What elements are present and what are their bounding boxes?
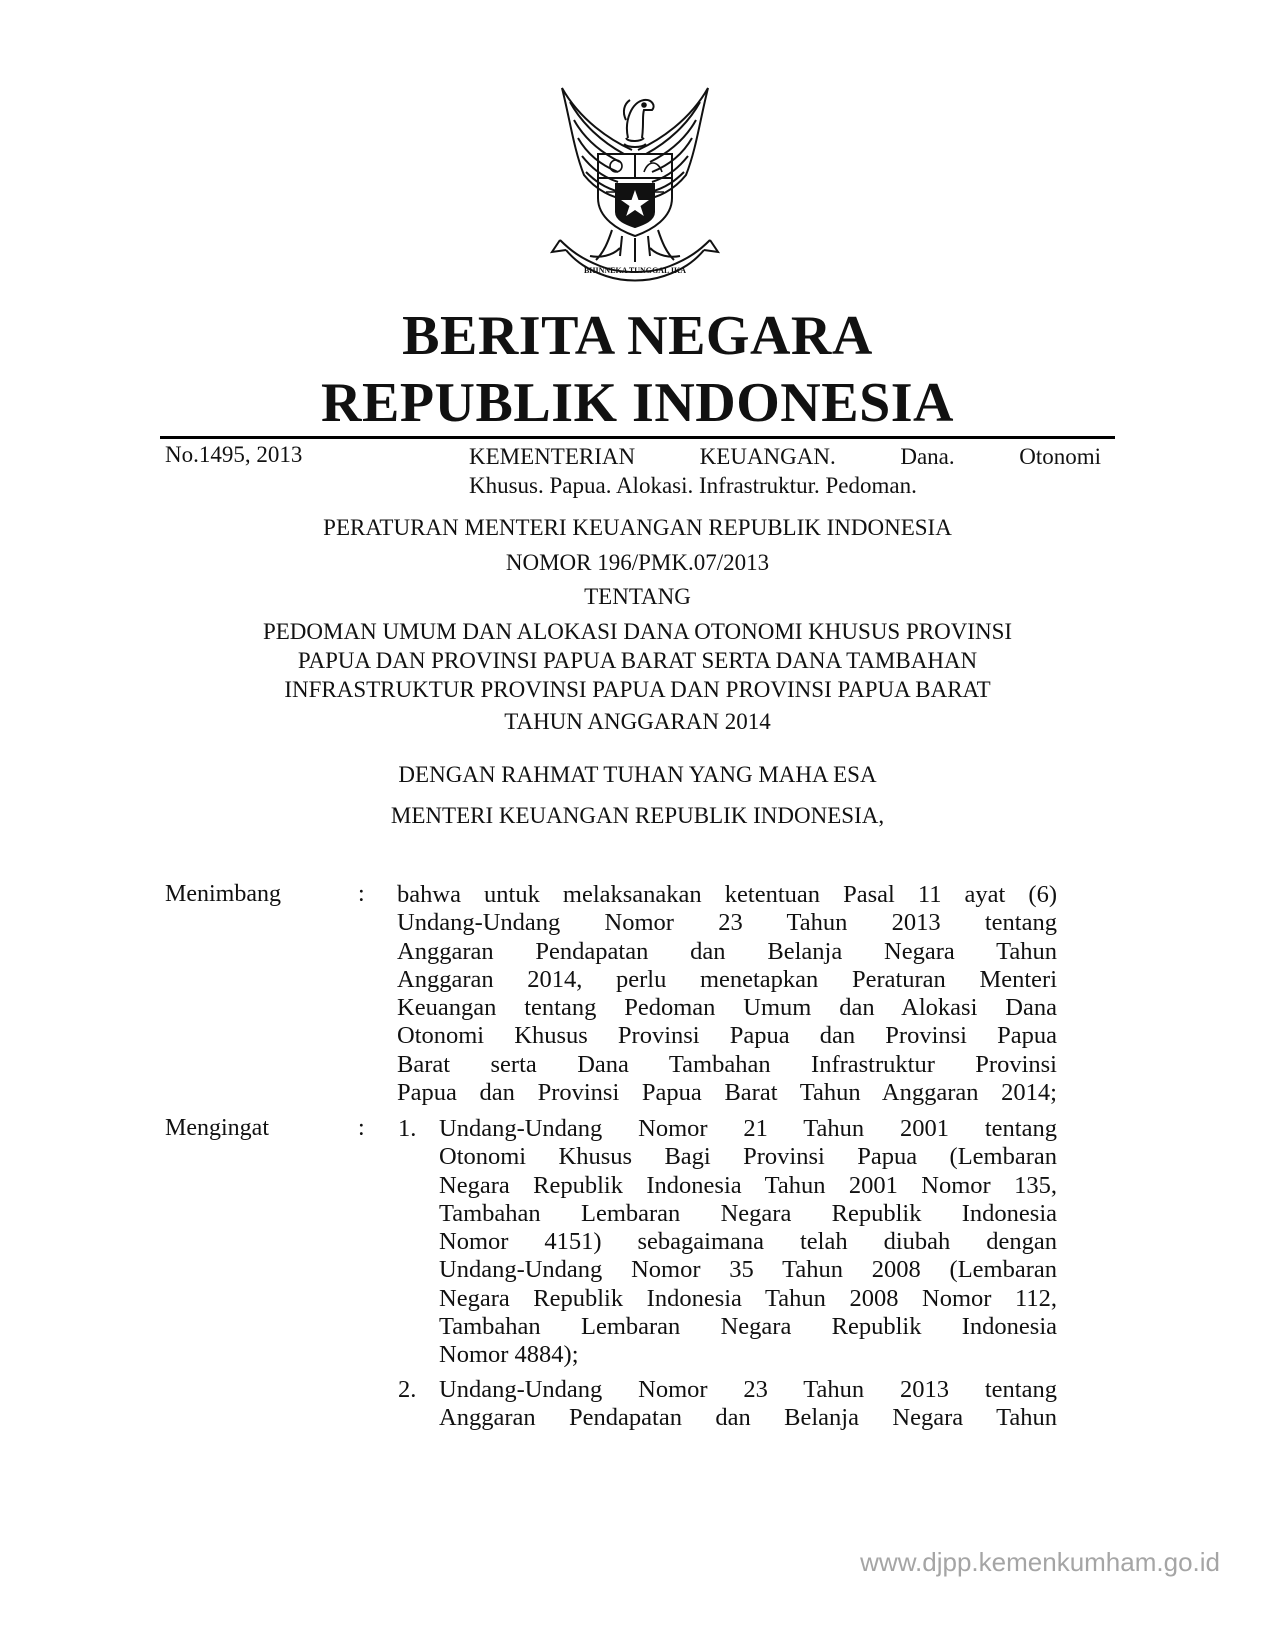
regulation-issuer: MENTERI KEUANGAN REPUBLIK INDONESIA, xyxy=(390,803,885,828)
regulation-number: NOMOR 196/PMK.07/2013 xyxy=(505,550,770,575)
mengingat-item-line: Nomor 4884); xyxy=(439,1341,579,1369)
gazette-subject xyxy=(469,442,1101,500)
gazette-number: No.1495, 2013 xyxy=(165,442,303,467)
source-watermark: www.djpp.kemenkumham.go.id xyxy=(860,1547,1220,1577)
regulation-type: PERATURAN MENTERI KEUANGAN REPUBLIK INDONESIA xyxy=(323,515,952,540)
mengingat-item-line: Otonomi Khusus Bagi Provinsi Papua (Lembaran xyxy=(439,1143,1057,1171)
mengingat-item-line: Undang-Undang Nomor 23 Tahun 2013 tentang xyxy=(439,1376,1057,1403)
menimbang-label: Menimbang xyxy=(165,881,281,907)
regulation-title-line: TAHUN ANGGARAN 2014 xyxy=(504,709,771,734)
mengingat-item-line: Negara Republik Indonesia Tahun 2008 Nomor 112, xyxy=(439,1284,1057,1312)
masthead-title-line2: REPUBLIK INDONESIA xyxy=(321,372,954,434)
menimbang-line: Papua dan Provinsi Papua Barat Tahun Anggaran 2014; xyxy=(397,1079,1057,1107)
menimbang-line: Anggaran 2014, perlu menetapkan Peraturan Menteri xyxy=(397,965,1057,993)
masthead-divider xyxy=(160,436,1115,439)
mengingat-item-line: Undang-Undang Nomor 35 Tahun 2008 (Lembaran xyxy=(439,1256,1057,1284)
regulation-about: TENTANG xyxy=(584,584,691,609)
garuda-pancasila-emblem-icon xyxy=(540,80,730,285)
menimbang-line: Undang-Undang Nomor 23 Tahun 2013 tentang xyxy=(397,909,1057,937)
mengingat-item-line: Tambahan Lembaran Negara Republik Indonesia xyxy=(439,1313,1057,1341)
regulation-invocation: DENGAN RAHMAT TUHAN YANG MAHA ESA xyxy=(398,762,877,787)
regulation-title-line: INFRASTRUKTUR PROVINSI PAPUA DAN PROVINSI PAPUA BARAT xyxy=(284,677,991,702)
mengingat-item xyxy=(439,1376,1057,1433)
mengingat-item-line: Tambahan Lembaran Negara Republik Indonesia xyxy=(439,1199,1057,1227)
gazette-subject-line: KEMENTERIAN KEUANGAN. Dana. Otonomi xyxy=(469,444,1101,469)
mengingat-item-line: Anggaran Pendapatan dan Belanja Negara Tahun xyxy=(439,1404,1057,1432)
mengingat-colon: : xyxy=(358,1115,365,1141)
mengingat-item-number: 2. xyxy=(398,1376,417,1403)
mengingat-item-line: Negara Republik Indonesia Tahun 2001 Nomor 135, xyxy=(439,1171,1057,1199)
mengingat-item xyxy=(439,1115,1057,1370)
mengingat-item-line: Nomor 4151) sebagaimana telah diubah dengan xyxy=(439,1228,1057,1256)
menimbang-colon: : xyxy=(358,881,365,907)
menimbang-line: Anggaran Pendapatan dan Belanja Negara Tahun xyxy=(397,937,1057,965)
emblem-motto: BHINNEKA TUNGGAL IKA xyxy=(583,266,687,275)
regulation-title-line: PEDOMAN UMUM DAN ALOKASI DANA OTONOMI KHUSUS PROVINSI xyxy=(262,619,1013,644)
menimbang-text xyxy=(397,881,1057,1107)
regulation-title-line: PAPUA DAN PROVINSI PAPUA BARAT SERTA DANA TAMBAHAN xyxy=(297,648,978,673)
menimbang-line: Otonomi Khusus Provinsi Papua dan Provinsi Papua xyxy=(397,1022,1057,1050)
menimbang-line: Keuangan tentang Pedoman Umum dan Alokasi Dana xyxy=(397,994,1057,1022)
menimbang-line: bahwa untuk melaksanakan ketentuan Pasal 11 ayat (6) xyxy=(397,881,1057,908)
mengingat-item-line: Undang-Undang Nomor 21 Tahun 2001 tentang xyxy=(439,1115,1057,1142)
menimbang-line: Barat serta Dana Tambahan Infrastruktur Provinsi xyxy=(397,1050,1057,1078)
gazette-subject-line: Khusus. Papua. Alokasi. Infrastruktur. Pedoman. xyxy=(469,473,917,498)
masthead-title-line1: BERITA NEGARA xyxy=(402,305,873,367)
mengingat-label: Mengingat xyxy=(165,1115,269,1141)
mengingat-item-number: 1. xyxy=(398,1115,417,1142)
